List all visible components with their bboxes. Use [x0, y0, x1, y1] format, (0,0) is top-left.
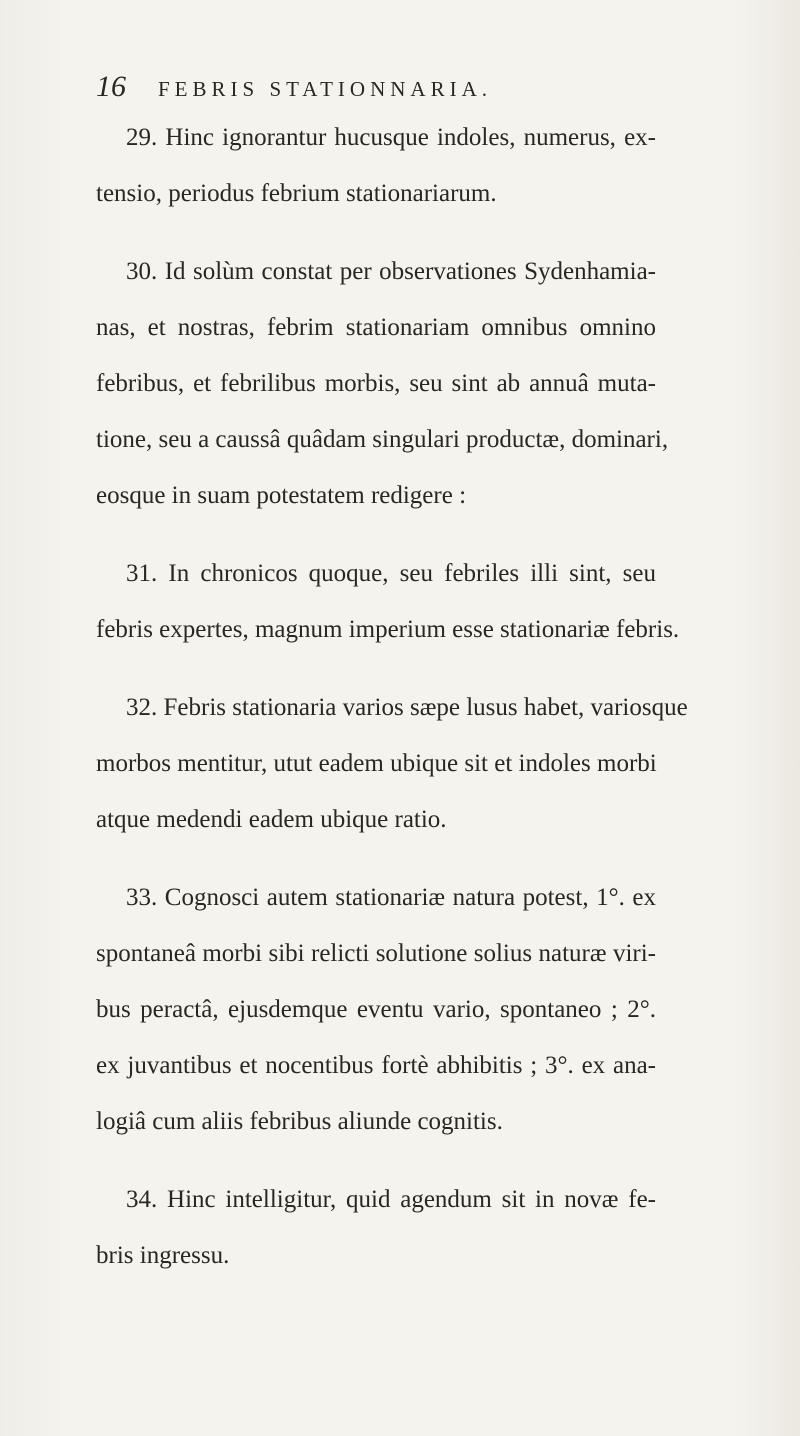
paragraph-33 [96, 870, 656, 1150]
paragraph-32 [96, 680, 688, 848]
text-line: eosque in suam potestatem redigere : [96, 482, 467, 509]
running-head [96, 70, 656, 110]
paragraph-31 [96, 546, 680, 658]
text-line: febribus, et febrilibus morbis, seu sint ab annuâ muta- [96, 370, 656, 397]
text-line: 33. Cognosci autem stationariæ natura potest, 1°. ex [126, 884, 656, 911]
text-line: spontaneâ morbi sibi relicti solutione solius naturæ viri- [96, 940, 656, 967]
page-number: 16 [96, 70, 126, 103]
body-text [96, 110, 688, 1284]
text-line: atque medendi eadem ubique ratio. [96, 806, 447, 833]
text-line: 32. Febris stationaria varios sæpe lusus habet, variosque [126, 694, 688, 721]
text-line: 34. Hinc intelligitur, quid agendum sit in novæ fe- [126, 1186, 656, 1213]
paragraph-34 [96, 1172, 656, 1284]
running-title: FEBRIS STATIONNARIA. [158, 77, 493, 101]
text-line: 30. Id solùm constat per observationes Sydenhamia- [126, 258, 656, 285]
text-line: febris expertes, magnum imperium esse stationariæ febris. [96, 616, 680, 643]
text-line: ex juvantibus et nocentibus fortè abhibitis ; 3°. ex ana- [96, 1052, 656, 1079]
text-line: morbos mentitur, utut eadem ubique sit et indoles morbi [96, 750, 657, 777]
text-line: nas, et nostras, febrim stationariam omnibus omnino [96, 314, 656, 341]
text-line: bus peractâ, ejusdemque eventu vario, spontaneo ; 2°. [96, 996, 656, 1023]
text-line: tensio, periodus febrium stationariarum. [96, 180, 497, 207]
text-line: logiâ cum aliis febribus aliunde cognitis. [96, 1108, 503, 1135]
text-line: tione, seu a caussâ quâdam singulari productæ, dominari, [96, 426, 669, 453]
paragraph-29 [96, 110, 656, 222]
text-line: 31. In chronicos quoque, seu febriles illi sint, seu [126, 560, 656, 587]
paragraph-30 [96, 244, 669, 524]
text-line: bris ingressu. [96, 1242, 230, 1269]
text-line: 29. Hinc ignorantur hucusque indoles, numerus, ex- [126, 124, 656, 151]
